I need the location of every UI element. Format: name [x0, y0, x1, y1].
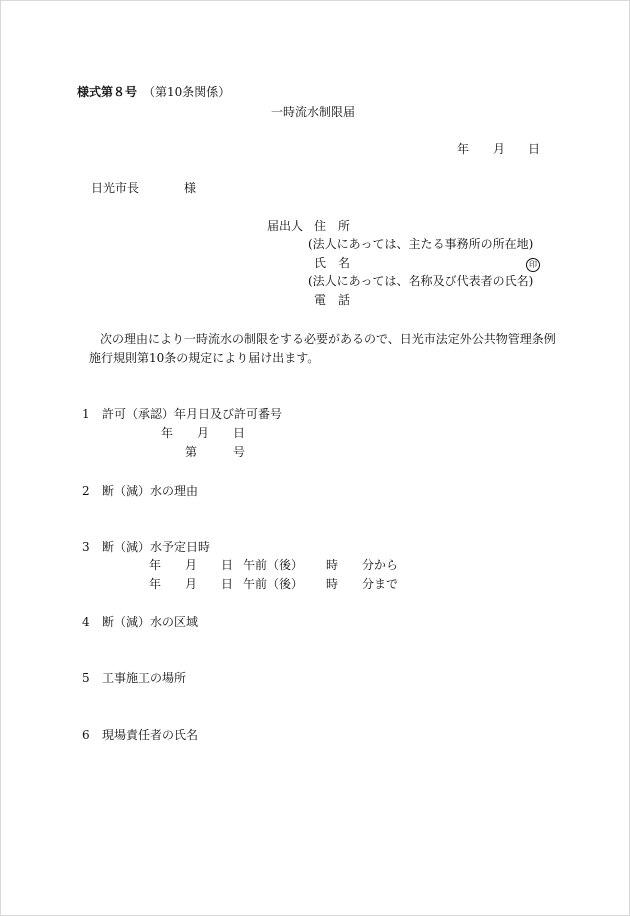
date-month: 月 [493, 142, 506, 156]
item3-from-hour: 時 [326, 558, 339, 572]
item6-number: 6 [82, 728, 90, 742]
date-year: 年 [457, 142, 470, 156]
item4-number: 4 [82, 615, 90, 629]
item2-number: 2 [82, 484, 90, 498]
seal-mark [526, 256, 540, 272]
item1-month: 月 [197, 426, 210, 440]
name-note: (法人にあっては、名称及び代表者の氏名) [308, 274, 534, 288]
item3-to-year: 年 [149, 577, 162, 591]
item3-from-month: 月 [185, 558, 198, 572]
item3-to-minute: 分まで [362, 577, 399, 591]
item6-label: 現場責任者の氏名 [102, 728, 199, 742]
item1-no-prefix: 第 [185, 445, 198, 459]
body-line-1: 次の理由により一時流水の制限をする必要があるので、日光市法定外公共物管理条例 [100, 332, 556, 346]
item3-to-month: 月 [185, 577, 198, 591]
form-relation: （第10条関係） [143, 85, 231, 99]
item5-number: 5 [82, 671, 90, 685]
form-title: 一時流水制限届 [271, 105, 356, 119]
item3-to-ampm: 午前（後） [243, 577, 304, 591]
item3-from-year: 年 [149, 558, 162, 572]
item3-to-hour: 時 [326, 577, 339, 591]
phone-label: 電 話 [314, 293, 351, 307]
name-label: 氏 名 [314, 256, 351, 270]
body-line-2: 施行規則第10条の規定により届け出ます。 [89, 351, 320, 365]
form-number: 様式第８号 [77, 85, 138, 99]
item3-from-minute: 分から [362, 558, 399, 572]
date-day: 日 [528, 142, 541, 156]
item3-from-day: 日 [221, 558, 234, 572]
applicant-label: 届出人 [267, 219, 304, 233]
item1-no-suffix: 号 [233, 445, 246, 459]
item4-label: 断（減）水の区域 [102, 615, 199, 629]
item3-to-day: 日 [221, 577, 234, 591]
item1-number: 1 [82, 407, 90, 421]
item3-label: 断（減）水予定日時 [102, 540, 211, 554]
address-note: (法人にあっては、主たる事務所の所在地) [308, 237, 534, 251]
address-label: 住 所 [314, 219, 351, 233]
item1-label: 許可（承認）年月日及び許可番号 [102, 407, 283, 421]
item5-label: 工事施工の場所 [102, 671, 187, 685]
item2-label: 断（減）水の理由 [102, 484, 199, 498]
addressee-honorific: 様 [184, 181, 197, 195]
item1-day: 日 [233, 426, 246, 440]
item3-from-ampm: 午前（後） [243, 558, 304, 572]
item3-number: 3 [82, 540, 90, 554]
seal-icon: 印 [526, 258, 540, 272]
item1-year: 年 [161, 426, 174, 440]
addressee: 日光市長 [91, 181, 140, 195]
